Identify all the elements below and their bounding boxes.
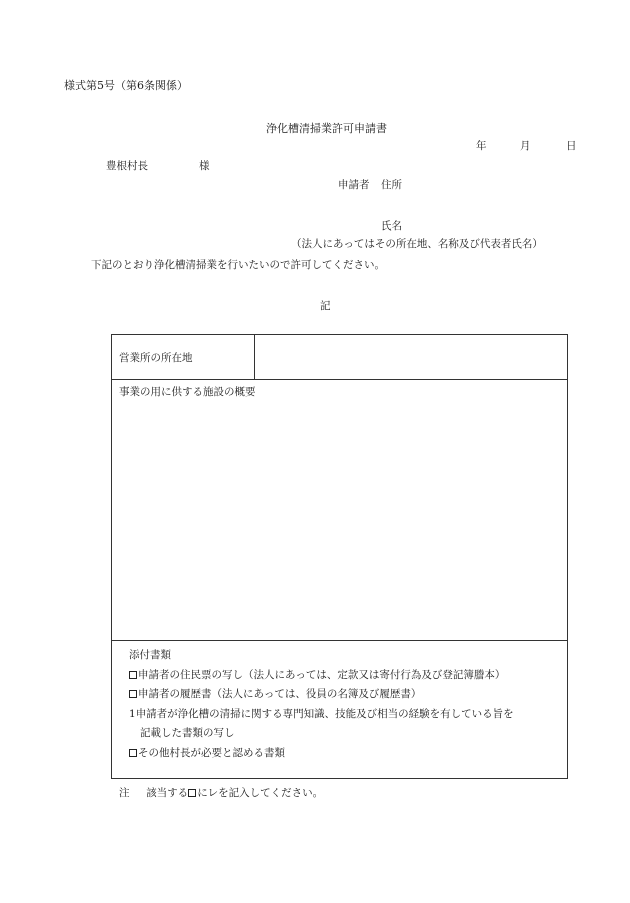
applicant-name-label: 氏名 [381,220,402,232]
checkbox-icon [188,789,196,797]
addressee-honorific: 様 [199,160,210,172]
intro-text: 下記のとおり浄化槽清掃業を行いたいので許可してください。 [91,259,385,271]
attachment-item-2: 申請者の履歴書（法人にあっては、役員の名簿及び履歴書） [129,689,421,700]
form-number: 様式第5号（第6条関係） [64,79,188,92]
attachment-item-3-continuation: 記載した書類の写し [140,727,235,739]
footnote-label: 注 [119,787,130,799]
date-month: 月 [520,140,531,152]
date-day: 日 [566,140,577,152]
office-location-label: 営業所の所在地 [119,352,193,364]
date-year: 年 [476,140,487,152]
facility-summary-field[interactable] [112,400,567,638]
footnote: 注 該当する にレを記入してください。 [119,787,324,799]
addressee-name: 豊根村長 [106,160,148,172]
applicant-address-label: 住所 [381,179,402,191]
attachment-item-3: 1申請者が浄化槽の清掃に関する専門知識、技能及び相当の経験を有している旨を [129,708,514,720]
facility-summary-label: 事業の用に供する施設の概要 [119,386,256,398]
table-divider-2 [112,640,567,641]
applicant-label: 申請者 [338,179,370,191]
attachment-item-4: その他村長が必要と認める書類 [129,748,285,759]
application-table [111,334,568,779]
ki-label: 記 [320,300,331,312]
item-number: 1 [129,708,136,720]
attachments-heading: 添付書類 [129,649,171,661]
office-location-field[interactable] [255,335,567,379]
checkbox-icon[interactable] [129,749,137,757]
table-divider-1 [112,379,567,380]
checkbox-icon[interactable] [129,690,137,698]
attachment-item-1: 申請者の住民票の写し（法人にあっては、定款又は寄付行為及び登記簿謄本） [129,670,505,681]
checkbox-icon[interactable] [129,671,137,679]
document-title: 浄化槽清掃業許可申請書 [266,122,387,135]
corporate-note: （法人にあってはその所在地、名称及び代表者氏名） [291,238,543,250]
